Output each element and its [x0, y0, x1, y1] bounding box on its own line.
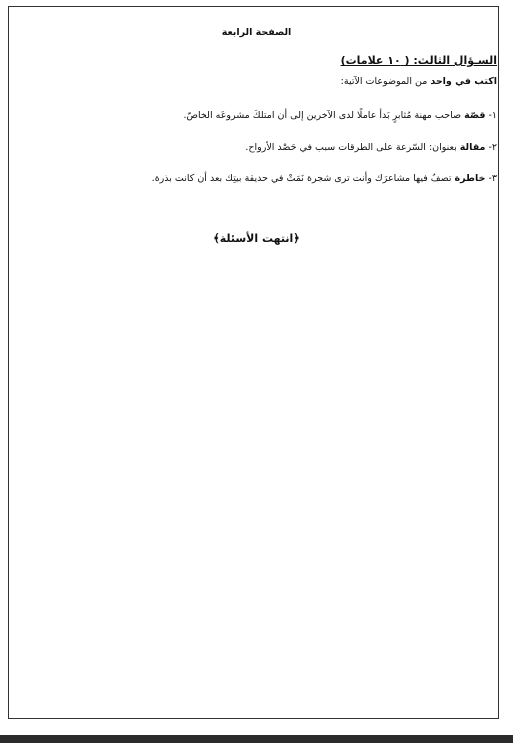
- instruction-rest: من الموضوعات الآتية:: [340, 76, 431, 87]
- item-number: ١-: [488, 110, 497, 121]
- end-note: ﴿انتهت الأسئلة﴾: [213, 232, 300, 245]
- bottom-bar: [0, 735, 513, 743]
- item-number: ٣-: [488, 173, 497, 184]
- item-text: صاحب مهنة مُثابرٍ بَدأ عاملًا لدى الآخرين إلى أن امتلكَ مشروعَه الخاصّ.: [183, 110, 465, 121]
- page-title: الصفحة الرابعة: [221, 27, 292, 38]
- item-text: تصفُ فيها مشاعرَك وأنت ترى شجرة نَمَتْ في حديقة بيتِك بعد أن كانت بذرة.: [151, 173, 455, 184]
- item-text: بعنوان: السّرعة على الطرقات سبب في حَصْد الأرواح.: [245, 142, 460, 153]
- instruction-emphasis: اكتب في واحد: [430, 76, 497, 87]
- item-keyword: قصّة: [464, 110, 486, 121]
- list-item: [152, 173, 497, 184]
- list-item: [245, 142, 497, 153]
- list-item: [184, 110, 497, 121]
- item-number: ٢-: [488, 142, 497, 153]
- item-keyword: مقالة: [459, 142, 486, 153]
- instruction: [341, 76, 497, 87]
- question-heading: السـؤال الثالث: ( ١٠ علامات): [340, 54, 497, 67]
- item-keyword: خاطرة: [454, 173, 486, 184]
